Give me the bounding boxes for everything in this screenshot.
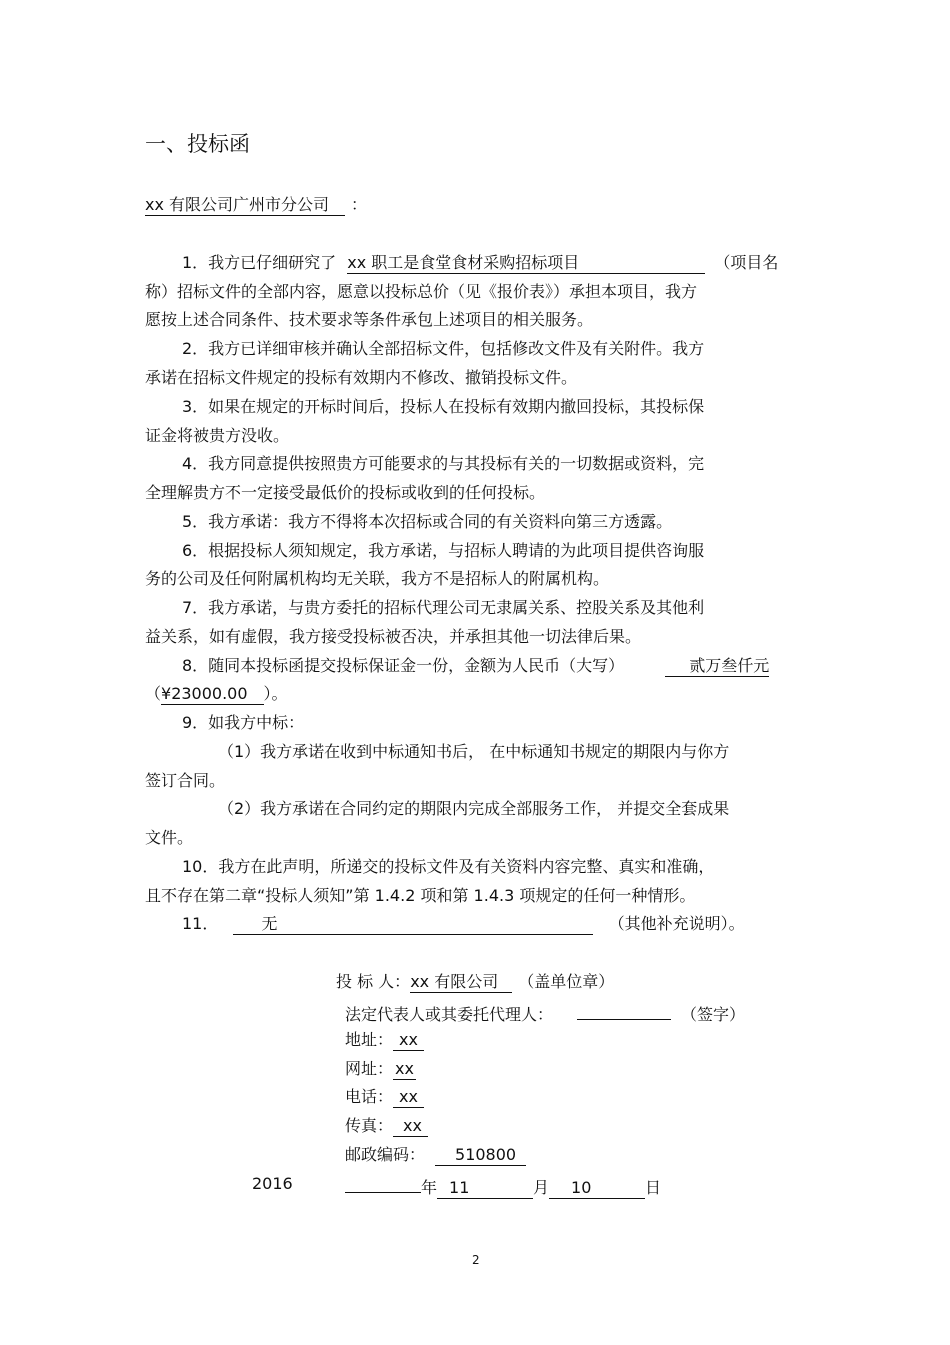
representative-line xyxy=(345,1001,745,1025)
bidder-line xyxy=(336,972,614,993)
para1-line3: 愿按上述合同条件、技术要求等条件承包上述项目的相关服务。 xyxy=(145,310,594,329)
amount-in-words: 贰万叁仟元 xyxy=(665,656,769,677)
bidder-value: xx 有限公司 xyxy=(410,972,512,993)
fax-line xyxy=(345,1116,428,1137)
project-name: xx 职工是食堂食材采购招标项目 xyxy=(347,253,705,274)
para4-line2: 全理解贵方不一定接受最低价的投标或收到的任何投标。 xyxy=(145,483,546,502)
fax-label: 传真： xyxy=(345,1116,394,1135)
postcode-line xyxy=(345,1145,526,1166)
address-line xyxy=(345,1030,424,1051)
date-day-unit: 日 xyxy=(645,1178,662,1197)
para4-line1: 4．我方同意提供按照贵方可能要求的与其投标有关的一切数据或资料，完 xyxy=(182,454,705,473)
para2-line1: 2．我方已详细审核并确认全部招标文件，包括修改文件及有关附件。我方 xyxy=(182,339,705,358)
phone-value: xx xyxy=(393,1087,424,1108)
website-value: xx xyxy=(395,1059,414,1078)
para1-line1 xyxy=(182,253,778,274)
date-year-unit: 年 xyxy=(421,1178,438,1197)
para7-line1: 7．我方承诺，与贵方委托的招标代理公司无隶属关系、控股关系及其他利 xyxy=(182,598,705,617)
website-label: 网址： xyxy=(345,1059,394,1078)
rep-label: 法定代表人或其委托代理人： xyxy=(345,1005,554,1024)
page-title: 一、投标函 xyxy=(145,132,250,156)
para1-line2: 称）招标文件的全部内容，愿意以投标总价（见《报价表》）承担本项目，我方 xyxy=(145,282,698,301)
rep-post: （签字） xyxy=(681,1005,746,1024)
para6-line1: 6．根据投标人须知规定，我方承诺，与招标人聘请的为此项目提供咨询服 xyxy=(182,541,705,560)
para8-line1 xyxy=(182,656,769,677)
phone-line xyxy=(345,1087,424,1108)
amount-in-figures: ¥23000.00 xyxy=(161,684,264,705)
date-line xyxy=(345,1174,661,1199)
date-month-unit: 月 xyxy=(533,1178,550,1197)
rep-signature-blank xyxy=(577,1001,671,1020)
para11-num: 11． xyxy=(182,914,219,933)
date-year-blank xyxy=(345,1174,421,1193)
bidder-label: 投 标 人： xyxy=(336,972,411,991)
para10-line2: 且不存在第二章“投标人须知”第 1.4.2 项和第 1.4.3 项规定的任何一种情形。 xyxy=(145,886,696,905)
date-month: 11 xyxy=(437,1178,533,1199)
date-year: 2016 xyxy=(252,1174,293,1193)
para2-line2: 承诺在招标文件规定的投标有效期内不修改、撤销投标文件。 xyxy=(145,368,578,387)
postcode-label: 邮政编码： xyxy=(345,1145,426,1164)
para9-sub1-line1: （1）我方承诺在收到中标通知书后， 在中标通知书规定的期限内与你方 xyxy=(218,742,730,761)
para8-open: （ xyxy=(145,684,162,703)
postcode-value: 510800 xyxy=(435,1145,526,1166)
para11-value: 无 xyxy=(233,914,593,935)
addressee-name: xx 有限公司广州市分公司 xyxy=(145,195,345,216)
para3-line1: 3．如果在规定的开标时间后，投标人在投标有效期内撤回投标，其投标保 xyxy=(182,397,705,416)
website-line xyxy=(345,1059,416,1080)
addressee-line xyxy=(145,195,367,216)
para11-line xyxy=(182,914,745,935)
para1-post: （项目名 xyxy=(714,253,779,272)
para3-line2: 证金将被贵方没收。 xyxy=(145,426,290,445)
para11-post: （其他补充说明）。 xyxy=(608,914,745,933)
address-label: 地址： xyxy=(345,1030,394,1049)
phone-label: 电话： xyxy=(345,1087,394,1106)
para9-sub2-line2: 文件。 xyxy=(145,828,194,847)
para8-pre: 8．随同本投标函提交投标保证金一份，金额为人民币（大写） xyxy=(182,656,625,675)
page-number: 2 xyxy=(472,1253,480,1267)
para8-line2 xyxy=(145,684,288,705)
para9-sub1-line2: 签订合同。 xyxy=(145,771,226,790)
fax-value: xx xyxy=(393,1116,428,1137)
para6-line2: 务的公司及任何附属机构均无关联，我方不是招标人的附属机构。 xyxy=(145,569,610,588)
para5: 5．我方承诺：我方不得将本次招标或合同的有关资料向第三方透露。 xyxy=(182,512,673,531)
date-day: 10 xyxy=(549,1178,645,1199)
para1-pre: 1．我方已仔细研究了 xyxy=(182,253,337,272)
para10-line1: 10．我方在此声明，所递交的投标文件及有关资料内容完整、真实和准确， xyxy=(182,857,715,876)
bidder-post: （盖单位章） xyxy=(518,972,615,991)
para9-title: 9．如我方中标： xyxy=(182,713,305,732)
para7-line2: 益关系，如有虚假，我方接受投标被否决，并承担其他一切法律后果。 xyxy=(145,627,642,646)
para8-close: ）。 xyxy=(263,684,288,703)
address-value: xx xyxy=(393,1030,424,1051)
para9-sub2-line1: （2）我方承诺在合同约定的期限内完成全部服务工作， 并提交全套成果 xyxy=(218,799,730,818)
addressee-colon: ： xyxy=(351,195,368,214)
